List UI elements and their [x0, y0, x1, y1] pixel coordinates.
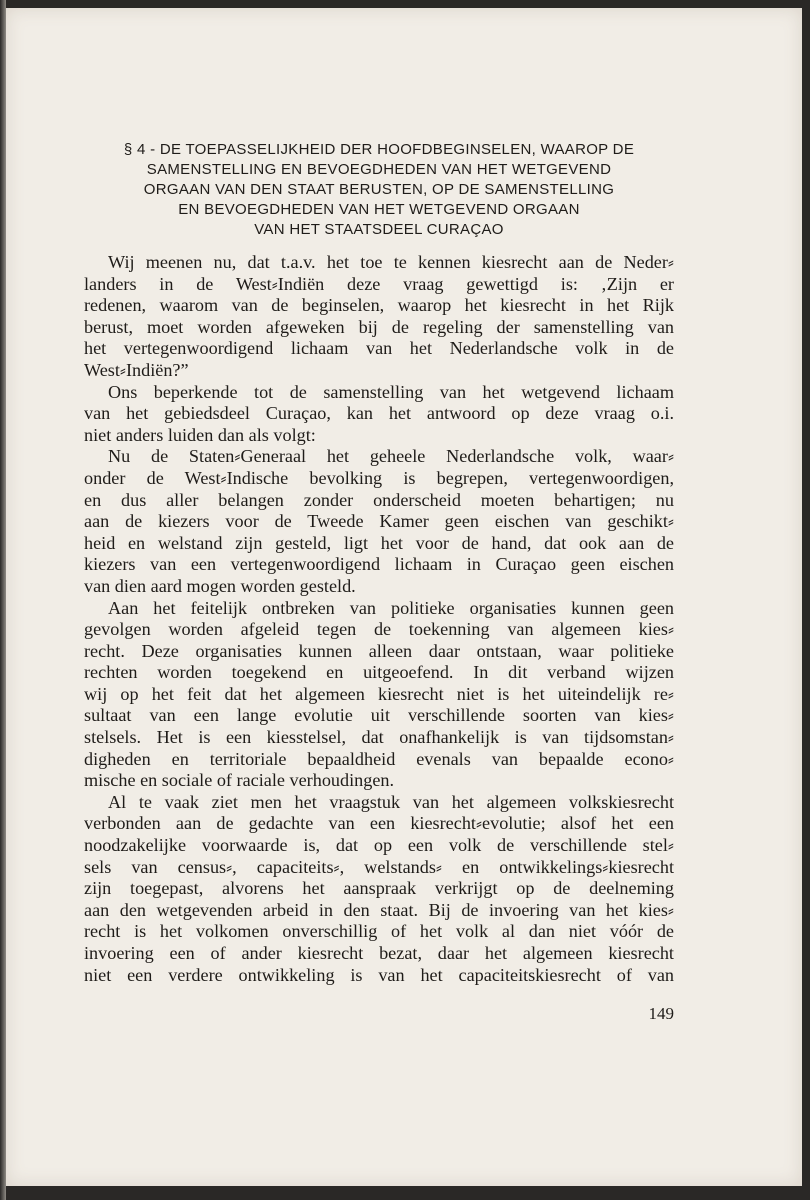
text-line: gevolgen worden afgeleid tegen de toekenning van algemeen kies⸗ [84, 619, 674, 640]
heading-line: SAMENSTELLING EN BEVOEGDHEDEN VAN HET WETGEVEND [146, 161, 612, 178]
scan-border-top [0, 0, 810, 8]
text-line: en dus aller belangen zonder onderscheid moeten behartigen; nu [84, 489, 674, 510]
text-line: West⸗Indiën?” [84, 359, 189, 380]
text-line: Nu de Staten⸗Generaal het geheele Nederlandsche volk, waar⸗ [108, 446, 674, 467]
paragraph [84, 382, 674, 447]
paragraph [84, 598, 674, 792]
text-line: Ons beperkende tot de samenstelling van het wetgevend lichaam [108, 381, 674, 402]
text-line: niet anders luiden dan als volgt: [84, 424, 316, 445]
heading-line: EN BEVOEGDHEDEN VAN HET WETGEVEND ORGAAN [178, 201, 580, 218]
text-line: niet een verdere ontwikkeling is van het capaciteitskiesrecht of van [84, 964, 674, 985]
text-line: van het gebiedsdeel Curaçao, kan het antwoord op deze vraag o.i. [84, 403, 674, 424]
text-line: invoering een of ander kiesrecht bezat, daar het algemeen kiesrecht [84, 943, 674, 963]
text-line: rechten worden toegekend en uitgeoefend. In dit verband wijzen [84, 662, 674, 683]
page-number: 149 [648, 1004, 674, 1023]
heading-line: ORGAAN VAN DEN STAAT BERUSTEN, OP DE SAMENSTELLING [143, 181, 615, 198]
text-line: zijn toegepast, alvorens het aanspraak verkrijgt op de deelneming [84, 878, 674, 899]
paragraph [84, 792, 674, 986]
text-line: Wij meenen nu, dat t.a.v. het toe te kennen kiesrecht aan de Neder⸗ [108, 252, 674, 272]
heading-line: § 4 - DE TOEPASSELIJKHEID DER HOOFDBEGINSELEN, WAAROP DE [123, 141, 635, 158]
section-heading [84, 140, 674, 240]
text-line: Aan het feitelijk ontbreken van politieke organisaties kunnen geen [108, 597, 674, 618]
text-line: het vertegenwoordigend lichaam van het Nederlandsche volk in de [84, 338, 674, 359]
text-line: onder de West⸗Indische bevolking is begrepen, vertegenwoordigen, [84, 467, 674, 488]
text-line: mische en sociale of raciale verhoudingen. [84, 770, 395, 791]
text-line: Al te vaak ziet men het vraagstuk van het algemeen volkskiesrecht [108, 791, 674, 812]
text-line: sels van census⸗, capaciteits⸗, welstands⸗ en ontwikkelings⸗kiesrecht [84, 856, 674, 877]
text-line: aan den wetgevenden arbeid in den staat. Bij de invoering van het kies⸗ [84, 899, 674, 920]
text-line: sultaat van een lange evolutie uit verschillende soorten van kies⸗ [84, 705, 674, 726]
text-line: redenen, waarom van de beginselen, waarop het kiesrecht in het Rijk [84, 295, 674, 316]
text-line: wij op het feit dat het algemeen kiesrecht niet is het uiteindelijk re⸗ [84, 683, 674, 704]
text-line: landers in de West⸗Indiën deze vraag gewettigd is: ‚Zijn er [84, 273, 674, 294]
text-line: berust, moet worden afgeweken bij de regeling der samenstelling van [84, 316, 674, 337]
text-line: recht. Deze organisaties kunnen alleen daar ontstaan, waar politieke [84, 640, 674, 661]
paragraph [84, 446, 674, 597]
text-line: stelsels. Het is een kiesstelsel, dat onafhankelijk is van tijdsomstan⸗ [84, 727, 674, 748]
text-line: recht is het volkomen onverschillig of het volk al dan niet vóór de [84, 921, 674, 942]
text-column [84, 140, 674, 986]
text-line: kiezers van een vertegenwoordigend lichaam in Curaçao geen eischen [84, 554, 674, 575]
text-line: digheden en territoriale bepaaldheid evenals van bepaalde econo⸗ [84, 748, 674, 769]
text-line: aan de kiezers voor de Tweede Kamer geen eischen van geschikt⸗ [84, 511, 674, 532]
text-line: noodzakelijke voorwaarde is, dat op een volk de verschillende stel⸗ [84, 835, 674, 856]
text-line: van dien aard mogen worden gesteld. [84, 575, 356, 596]
paragraph [84, 252, 674, 382]
text-line: heid en welstand zijn gesteld, ligt het voor de hand, dat ook aan de [84, 532, 674, 553]
heading-line: VAN HET STAATSDEEL CURAÇAO [254, 221, 504, 238]
text-line: verbonden aan de gedachte van een kiesrecht⸗evolutie; alsof het een [84, 813, 674, 834]
